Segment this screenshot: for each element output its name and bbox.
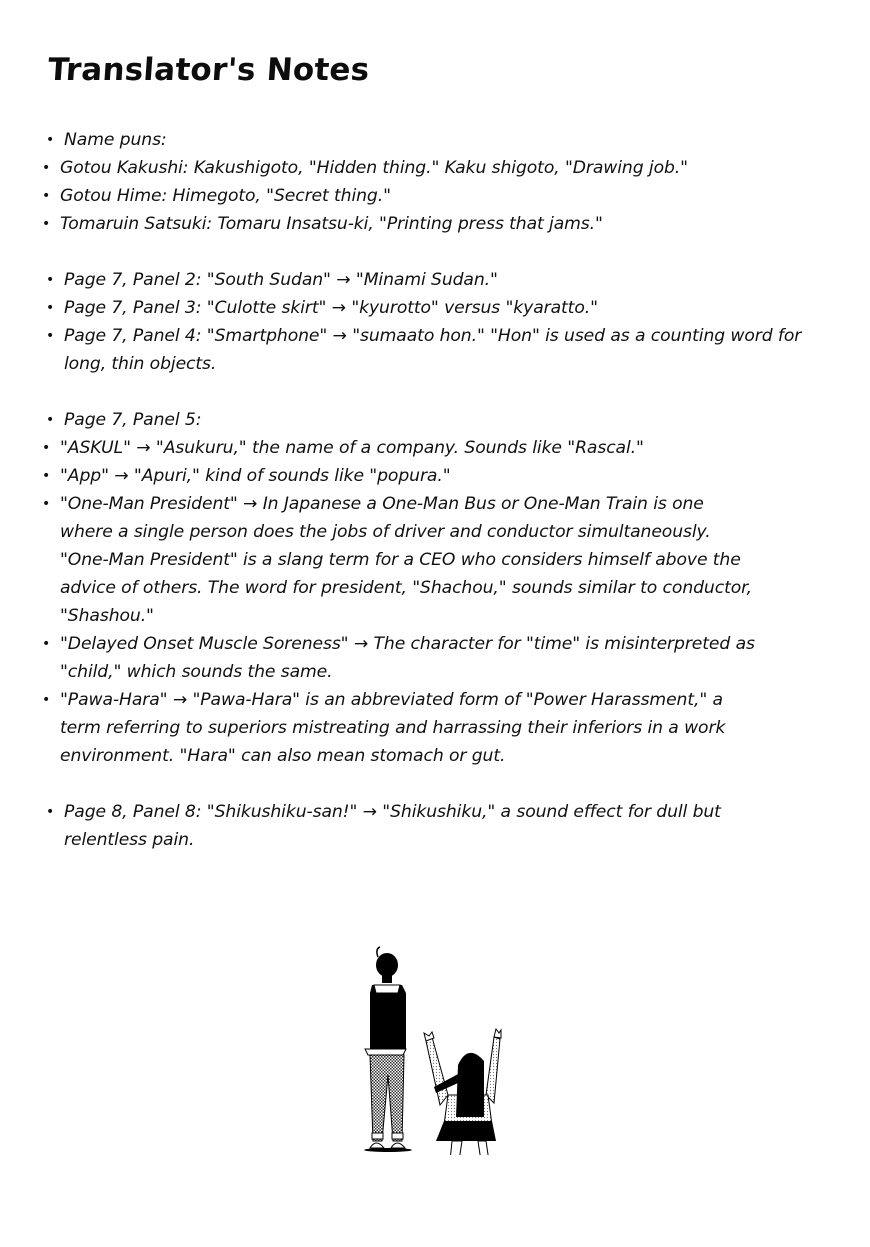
manga-illustration — [360, 945, 520, 1155]
bullet: • — [42, 160, 51, 176]
bullet: • — [46, 412, 55, 428]
note-subitem: • Gotou Hime: Himegoto, "Secret thing." — [44, 182, 844, 210]
bullet: • — [42, 216, 51, 232]
note-subitem: • Tomaruin Satsuki: Tomaru Insatsu-ki, "Printing press that jams." — [44, 210, 844, 238]
page-title: Translator's Notes — [46, 52, 371, 88]
note-heading-page7-panel5: • Page 7, Panel 5: — [44, 406, 844, 434]
note-subitem: • "One-Man President" → In Japanese a One-Man Bus or One-Man Train is one where a single person does the jobs of driver and conductor simultaneously. "One-Man President" is a slang term for a CEO who considers himself above the advice of others. The word for president, "Shachou," sounds similar to conductor, "Shashou." — [44, 490, 760, 630]
bullet: • — [46, 132, 55, 148]
spacer — [44, 238, 844, 266]
girl-figure — [424, 1029, 501, 1155]
note-entry: • Page 8, Panel 8: "Shikushiku-san!" → "Shikushiku," a sound effect for dull but relentless pain. — [44, 798, 764, 854]
notes-list — [44, 126, 844, 854]
spacer — [44, 770, 844, 798]
spacer — [44, 378, 844, 406]
note-subitem: • "App" → "Apuri," kind of sounds like "popura." — [44, 462, 844, 490]
bullet: • — [42, 692, 51, 708]
bullet: • — [42, 636, 51, 652]
bullet: • — [46, 328, 55, 344]
note-entry: • Page 7, Panel 2: "South Sudan" → "Minami Sudan." — [44, 266, 844, 294]
man-figure — [364, 947, 412, 1152]
note-entry: • Page 7, Panel 4: "Smartphone" → "sumaato hon." "Hon" is used as a counting word for long, thin objects. — [44, 322, 824, 378]
bullet: • — [42, 440, 51, 456]
bullet: • — [46, 272, 55, 288]
note-heading-name-puns: • Name puns: — [44, 126, 844, 154]
bullet: • — [42, 188, 51, 204]
note-subitem: • "ASKUL" → "Asukuru," the name of a company. Sounds like "Rascal." — [44, 434, 844, 462]
note-subitem: • Gotou Kakushi: Kakushigoto, "Hidden thing." Kaku shigoto, "Drawing job." — [44, 154, 844, 182]
bullet: • — [42, 468, 51, 484]
bullet: • — [42, 496, 51, 512]
bullet: • — [46, 804, 55, 820]
note-subitem: • "Pawa-Hara" → "Pawa-Hara" is an abbreviated form of "Power Harassment," a term referring to superiors mistreating and harrassing their inferiors in a work environment. "Hara" can also mean stomach or gut. — [44, 686, 760, 770]
note-subitem: • "Delayed Onset Muscle Soreness" → The character for "time" is misinterpreted as "child," which sounds the same. — [44, 630, 780, 686]
note-entry: • Page 7, Panel 3: "Culotte skirt" → "kyurotto" versus "kyaratto." — [44, 294, 844, 322]
bullet: • — [46, 300, 55, 316]
